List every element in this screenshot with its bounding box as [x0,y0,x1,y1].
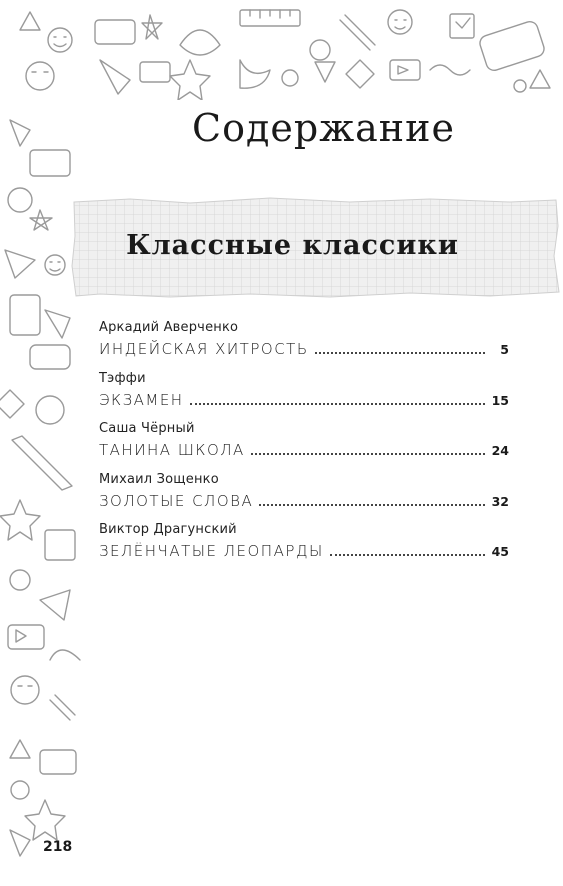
dot-leader [315,351,485,354]
page-folio-number: 218 [43,839,73,855]
dot-leader [190,402,485,405]
page-number: 24 [491,443,509,458]
story-title: ЗЕЛЁНЧАТЫЕ ЛЕОПАРДЫ [99,542,324,560]
author-name: Михаил Зощенко [99,471,219,487]
page-number: 45 [491,544,509,559]
author-name: Саша Чёрный [99,421,195,436]
page-title: Содержание [192,106,455,150]
story-line [99,542,509,562]
toc-entry[interactable] [99,421,509,472]
author-name: Аркадий Аверченко [99,320,239,335]
story-line [99,340,509,360]
story-line [99,391,509,411]
toc-entry[interactable] [99,522,509,573]
dot-leader [251,452,485,455]
toc-entry[interactable] [99,472,509,523]
story-title: ТАНИНА ШКОЛА [99,441,245,459]
page-number: 32 [491,493,509,509]
story-title: ЭКЗАМЕН [99,390,184,409]
page-number: 5 [500,342,509,357]
table-of-contents [99,320,509,573]
story-line [99,492,509,512]
toc-entry[interactable] [99,371,509,422]
toc-entry[interactable] [99,320,509,371]
dot-leader [259,503,485,506]
story-line [99,441,509,461]
story-title: ЗОЛОТЫЕ СЛОВА [99,491,254,510]
dot-leader [330,553,485,556]
section-title: Классные классики [126,230,459,261]
page-number: 15 [491,392,509,408]
story-title: ИНДЕЙСКАЯ ХИТРОСТЬ [99,340,309,358]
author-name: Тэффи [99,370,146,386]
section-banner [70,196,563,300]
author-name: Виктор Драгунский [99,522,237,537]
